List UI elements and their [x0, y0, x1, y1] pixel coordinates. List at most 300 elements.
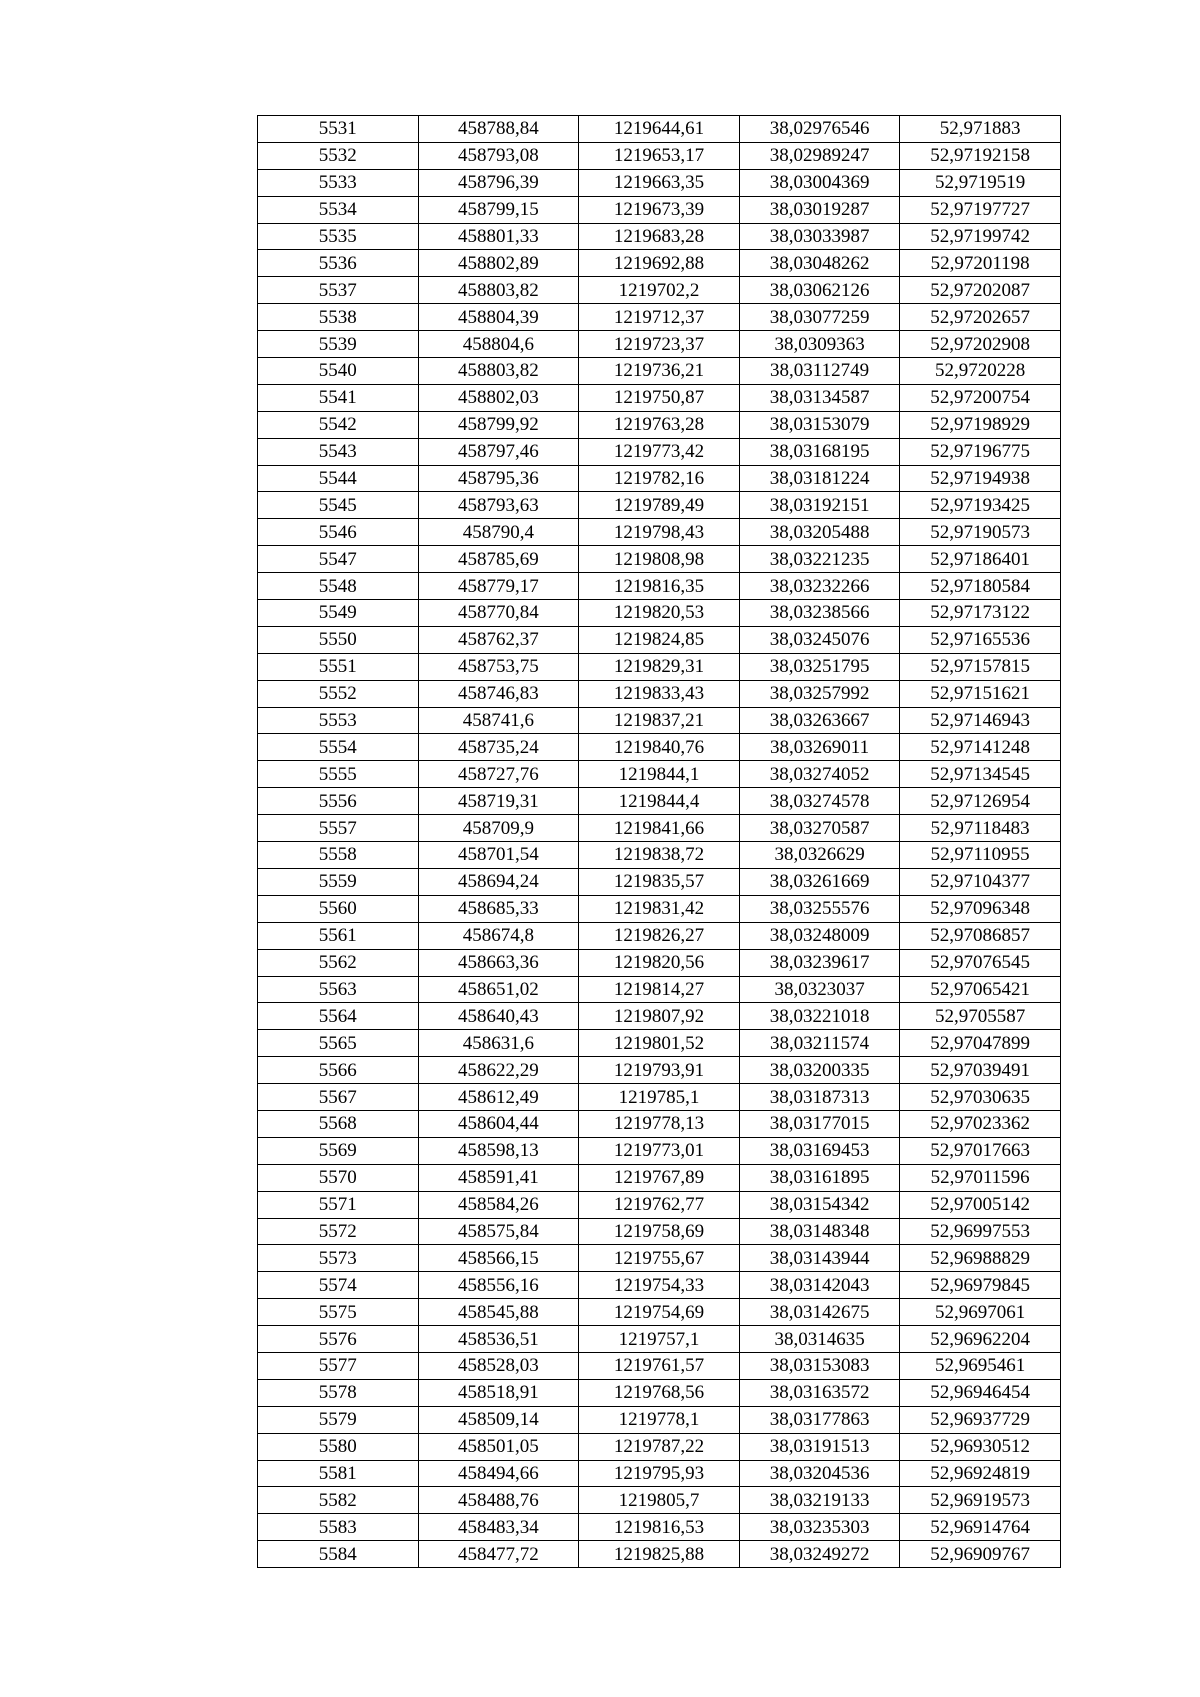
y-coordinate-cell: 1219644,61 — [579, 116, 740, 143]
latitude-cell: 52,97096348 — [900, 895, 1061, 922]
latitude-cell: 52,97198929 — [900, 411, 1061, 438]
table-row — [258, 1191, 1061, 1218]
table-row — [258, 1299, 1061, 1326]
x-coordinate-cell: 458701,54 — [418, 842, 579, 869]
y-coordinate-cell: 1219805,7 — [579, 1487, 740, 1514]
latitude-cell: 52,97023362 — [900, 1110, 1061, 1137]
y-coordinate-cell: 1219825,88 — [579, 1541, 740, 1568]
point-number-cell: 5572 — [258, 1218, 419, 1245]
table-row — [258, 868, 1061, 895]
x-coordinate-cell: 458735,24 — [418, 734, 579, 761]
longitude-cell: 38,0314635 — [739, 1326, 900, 1353]
x-coordinate-cell: 458741,6 — [418, 707, 579, 734]
longitude-cell: 38,03077259 — [739, 304, 900, 331]
x-coordinate-cell: 458746,83 — [418, 680, 579, 707]
longitude-cell: 38,03142043 — [739, 1272, 900, 1299]
x-coordinate-cell: 458622,29 — [418, 1057, 579, 1084]
point-number-cell: 5566 — [258, 1057, 419, 1084]
y-coordinate-cell: 1219820,53 — [579, 600, 740, 627]
x-coordinate-cell: 458488,76 — [418, 1487, 579, 1514]
y-coordinate-cell: 1219844,4 — [579, 788, 740, 815]
y-coordinate-cell: 1219663,35 — [579, 169, 740, 196]
longitude-cell: 38,03062126 — [739, 277, 900, 304]
x-coordinate-cell: 458753,75 — [418, 653, 579, 680]
longitude-cell: 38,03148348 — [739, 1218, 900, 1245]
x-coordinate-cell: 458528,03 — [418, 1352, 579, 1379]
y-coordinate-cell: 1219767,89 — [579, 1164, 740, 1191]
latitude-cell: 52,97011596 — [900, 1164, 1061, 1191]
x-coordinate-cell: 458483,34 — [418, 1514, 579, 1541]
table-row — [258, 277, 1061, 304]
point-number-cell: 5568 — [258, 1110, 419, 1137]
latitude-cell: 52,97199742 — [900, 223, 1061, 250]
y-coordinate-cell: 1219755,67 — [579, 1245, 740, 1272]
longitude-cell: 38,03192151 — [739, 492, 900, 519]
point-number-cell: 5531 — [258, 116, 419, 143]
longitude-cell: 38,03168195 — [739, 438, 900, 465]
table-row — [258, 1137, 1061, 1164]
x-coordinate-cell: 458501,05 — [418, 1433, 579, 1460]
point-number-cell: 5565 — [258, 1030, 419, 1057]
y-coordinate-cell: 1219782,16 — [579, 465, 740, 492]
table-row — [258, 1272, 1061, 1299]
x-coordinate-cell: 458801,33 — [418, 223, 579, 250]
latitude-cell: 52,97190573 — [900, 519, 1061, 546]
y-coordinate-cell: 1219653,17 — [579, 142, 740, 169]
table-row — [258, 1057, 1061, 1084]
table-row — [258, 519, 1061, 546]
latitude-cell: 52,97201198 — [900, 250, 1061, 277]
point-number-cell: 5582 — [258, 1487, 419, 1514]
table-row — [258, 815, 1061, 842]
point-number-cell: 5552 — [258, 680, 419, 707]
latitude-cell: 52,97165536 — [900, 626, 1061, 653]
longitude-cell: 38,03248009 — [739, 922, 900, 949]
latitude-cell: 52,96909767 — [900, 1541, 1061, 1568]
y-coordinate-cell: 1219773,42 — [579, 438, 740, 465]
point-number-cell: 5554 — [258, 734, 419, 761]
table-row — [258, 680, 1061, 707]
point-number-cell: 5535 — [258, 223, 419, 250]
longitude-cell: 38,03274578 — [739, 788, 900, 815]
latitude-cell: 52,97196775 — [900, 438, 1061, 465]
table-row — [258, 788, 1061, 815]
latitude-cell: 52,9695461 — [900, 1352, 1061, 1379]
longitude-cell: 38,03235303 — [739, 1514, 900, 1541]
x-coordinate-cell: 458694,24 — [418, 868, 579, 895]
point-number-cell: 5534 — [258, 196, 419, 223]
longitude-cell: 38,03204536 — [739, 1460, 900, 1487]
latitude-cell: 52,97005142 — [900, 1191, 1061, 1218]
table-row — [258, 1514, 1061, 1541]
table-row — [258, 1352, 1061, 1379]
longitude-cell: 38,03269011 — [739, 734, 900, 761]
table-row — [258, 1406, 1061, 1433]
point-number-cell: 5560 — [258, 895, 419, 922]
y-coordinate-cell: 1219835,57 — [579, 868, 740, 895]
latitude-cell: 52,97076545 — [900, 949, 1061, 976]
latitude-cell: 52,96914764 — [900, 1514, 1061, 1541]
y-coordinate-cell: 1219844,1 — [579, 761, 740, 788]
longitude-cell: 38,03181224 — [739, 465, 900, 492]
x-coordinate-cell: 458796,39 — [418, 169, 579, 196]
latitude-cell: 52,97173122 — [900, 600, 1061, 627]
x-coordinate-cell: 458604,44 — [418, 1110, 579, 1137]
longitude-cell: 38,03134587 — [739, 384, 900, 411]
latitude-cell: 52,971883 — [900, 116, 1061, 143]
y-coordinate-cell: 1219798,43 — [579, 519, 740, 546]
longitude-cell: 38,03177015 — [739, 1110, 900, 1137]
longitude-cell: 38,03255576 — [739, 895, 900, 922]
latitude-cell: 52,96988829 — [900, 1245, 1061, 1272]
x-coordinate-cell: 458584,26 — [418, 1191, 579, 1218]
table-row — [258, 842, 1061, 869]
latitude-cell: 52,97086857 — [900, 922, 1061, 949]
point-number-cell: 5558 — [258, 842, 419, 869]
longitude-cell: 38,03219133 — [739, 1487, 900, 1514]
point-number-cell: 5577 — [258, 1352, 419, 1379]
y-coordinate-cell: 1219712,37 — [579, 304, 740, 331]
longitude-cell: 38,03187313 — [739, 1084, 900, 1111]
x-coordinate-cell: 458566,15 — [418, 1245, 579, 1272]
table-row — [258, 1030, 1061, 1057]
latitude-cell: 52,97192158 — [900, 142, 1061, 169]
x-coordinate-cell: 458727,76 — [418, 761, 579, 788]
x-coordinate-cell: 458719,31 — [418, 788, 579, 815]
longitude-cell: 38,03200335 — [739, 1057, 900, 1084]
longitude-cell: 38,03153083 — [739, 1352, 900, 1379]
latitude-cell: 52,97104377 — [900, 868, 1061, 895]
table-row — [258, 1379, 1061, 1406]
x-coordinate-cell: 458790,4 — [418, 519, 579, 546]
y-coordinate-cell: 1219762,77 — [579, 1191, 740, 1218]
longitude-cell: 38,03205488 — [739, 519, 900, 546]
y-coordinate-cell: 1219837,21 — [579, 707, 740, 734]
y-coordinate-cell: 1219785,1 — [579, 1084, 740, 1111]
x-coordinate-cell: 458803,82 — [418, 277, 579, 304]
table-row — [258, 1084, 1061, 1111]
table-row — [258, 250, 1061, 277]
longitude-cell: 38,03261669 — [739, 868, 900, 895]
latitude-cell: 52,97118483 — [900, 815, 1061, 842]
y-coordinate-cell: 1219838,72 — [579, 842, 740, 869]
latitude-cell: 52,97047899 — [900, 1030, 1061, 1057]
table-row — [258, 976, 1061, 1003]
y-coordinate-cell: 1219840,76 — [579, 734, 740, 761]
longitude-cell: 38,03211574 — [739, 1030, 900, 1057]
y-coordinate-cell: 1219750,87 — [579, 384, 740, 411]
latitude-cell: 52,9720228 — [900, 358, 1061, 385]
point-number-cell: 5576 — [258, 1326, 419, 1353]
longitude-cell: 38,03142675 — [739, 1299, 900, 1326]
point-number-cell: 5575 — [258, 1299, 419, 1326]
x-coordinate-cell: 458494,66 — [418, 1460, 579, 1487]
y-coordinate-cell: 1219814,27 — [579, 976, 740, 1003]
x-coordinate-cell: 458762,37 — [418, 626, 579, 653]
latitude-cell: 52,97151621 — [900, 680, 1061, 707]
x-coordinate-cell: 458804,39 — [418, 304, 579, 331]
latitude-cell: 52,97180584 — [900, 573, 1061, 600]
x-coordinate-cell: 458685,33 — [418, 895, 579, 922]
table-row — [258, 600, 1061, 627]
latitude-cell: 52,97134545 — [900, 761, 1061, 788]
x-coordinate-cell: 458799,92 — [418, 411, 579, 438]
longitude-cell: 38,03263667 — [739, 707, 900, 734]
table-row — [258, 116, 1061, 143]
x-coordinate-cell: 458709,9 — [418, 815, 579, 842]
point-number-cell: 5543 — [258, 438, 419, 465]
point-number-cell: 5536 — [258, 250, 419, 277]
point-number-cell: 5584 — [258, 1541, 419, 1568]
table-row — [258, 653, 1061, 680]
point-number-cell: 5578 — [258, 1379, 419, 1406]
longitude-cell: 38,03112749 — [739, 358, 900, 385]
x-coordinate-cell: 458556,16 — [418, 1272, 579, 1299]
y-coordinate-cell: 1219723,37 — [579, 331, 740, 358]
x-coordinate-cell: 458799,15 — [418, 196, 579, 223]
longitude-cell: 38,03251795 — [739, 653, 900, 680]
x-coordinate-cell: 458788,84 — [418, 116, 579, 143]
latitude-cell: 52,97202657 — [900, 304, 1061, 331]
y-coordinate-cell: 1219829,31 — [579, 653, 740, 680]
point-number-cell: 5570 — [258, 1164, 419, 1191]
x-coordinate-cell: 458545,88 — [418, 1299, 579, 1326]
y-coordinate-cell: 1219801,52 — [579, 1030, 740, 1057]
table-row — [258, 1487, 1061, 1514]
longitude-cell: 38,03232266 — [739, 573, 900, 600]
table-row — [258, 384, 1061, 411]
latitude-cell: 52,96946454 — [900, 1379, 1061, 1406]
y-coordinate-cell: 1219736,21 — [579, 358, 740, 385]
table-row — [258, 1218, 1061, 1245]
longitude-cell: 38,03245076 — [739, 626, 900, 653]
x-coordinate-cell: 458575,84 — [418, 1218, 579, 1245]
table-row — [258, 304, 1061, 331]
x-coordinate-cell: 458795,36 — [418, 465, 579, 492]
longitude-cell: 38,03191513 — [739, 1433, 900, 1460]
x-coordinate-cell: 458598,13 — [418, 1137, 579, 1164]
latitude-cell: 52,96997553 — [900, 1218, 1061, 1245]
latitude-cell: 52,9719519 — [900, 169, 1061, 196]
x-coordinate-cell: 458785,69 — [418, 546, 579, 573]
point-number-cell: 5579 — [258, 1406, 419, 1433]
table-row — [258, 223, 1061, 250]
longitude-cell: 38,02976546 — [739, 116, 900, 143]
table-row — [258, 1326, 1061, 1353]
point-number-cell: 5574 — [258, 1272, 419, 1299]
longitude-cell: 38,03161895 — [739, 1164, 900, 1191]
x-coordinate-cell: 458802,03 — [418, 384, 579, 411]
y-coordinate-cell: 1219778,13 — [579, 1110, 740, 1137]
latitude-cell: 52,97110955 — [900, 842, 1061, 869]
point-number-cell: 5553 — [258, 707, 419, 734]
latitude-cell: 52,96979845 — [900, 1272, 1061, 1299]
point-number-cell: 5540 — [258, 358, 419, 385]
longitude-cell: 38,03177863 — [739, 1406, 900, 1433]
y-coordinate-cell: 1219789,49 — [579, 492, 740, 519]
point-number-cell: 5541 — [258, 384, 419, 411]
longitude-cell: 38,03249272 — [739, 1541, 900, 1568]
table-row — [258, 169, 1061, 196]
latitude-cell: 52,97126954 — [900, 788, 1061, 815]
point-number-cell: 5556 — [258, 788, 419, 815]
table-row — [258, 1245, 1061, 1272]
y-coordinate-cell: 1219808,98 — [579, 546, 740, 573]
point-number-cell: 5555 — [258, 761, 419, 788]
point-number-cell: 5546 — [258, 519, 419, 546]
latitude-cell: 52,97202908 — [900, 331, 1061, 358]
longitude-cell: 38,0323037 — [739, 976, 900, 1003]
table-row — [258, 949, 1061, 976]
y-coordinate-cell: 1219824,85 — [579, 626, 740, 653]
coordinates-table — [257, 115, 1061, 1568]
latitude-cell: 52,96919573 — [900, 1487, 1061, 1514]
point-number-cell: 5544 — [258, 465, 419, 492]
y-coordinate-cell: 1219754,33 — [579, 1272, 740, 1299]
longitude-cell: 38,03153079 — [739, 411, 900, 438]
latitude-cell: 52,96937729 — [900, 1406, 1061, 1433]
point-number-cell: 5573 — [258, 1245, 419, 1272]
y-coordinate-cell: 1219793,91 — [579, 1057, 740, 1084]
y-coordinate-cell: 1219702,2 — [579, 277, 740, 304]
table-row — [258, 707, 1061, 734]
y-coordinate-cell: 1219816,35 — [579, 573, 740, 600]
y-coordinate-cell: 1219831,42 — [579, 895, 740, 922]
table-row — [258, 438, 1061, 465]
point-number-cell: 5580 — [258, 1433, 419, 1460]
longitude-cell: 38,0309363 — [739, 331, 900, 358]
y-coordinate-cell: 1219768,56 — [579, 1379, 740, 1406]
longitude-cell: 38,03163572 — [739, 1379, 900, 1406]
latitude-cell: 52,97039491 — [900, 1057, 1061, 1084]
y-coordinate-cell: 1219778,1 — [579, 1406, 740, 1433]
point-number-cell: 5567 — [258, 1084, 419, 1111]
y-coordinate-cell: 1219673,39 — [579, 196, 740, 223]
latitude-cell: 52,97030635 — [900, 1084, 1061, 1111]
table-row — [258, 358, 1061, 385]
x-coordinate-cell: 458804,6 — [418, 331, 579, 358]
longitude-cell: 38,03274052 — [739, 761, 900, 788]
latitude-cell: 52,97197727 — [900, 196, 1061, 223]
longitude-cell: 38,03048262 — [739, 250, 900, 277]
y-coordinate-cell: 1219787,22 — [579, 1433, 740, 1460]
point-number-cell: 5581 — [258, 1460, 419, 1487]
x-coordinate-cell: 458663,36 — [418, 949, 579, 976]
table-row — [258, 196, 1061, 223]
y-coordinate-cell: 1219761,57 — [579, 1352, 740, 1379]
longitude-cell: 38,03004369 — [739, 169, 900, 196]
longitude-cell: 38,0326629 — [739, 842, 900, 869]
x-coordinate-cell: 458770,84 — [418, 600, 579, 627]
latitude-cell: 52,97146943 — [900, 707, 1061, 734]
table-row — [258, 142, 1061, 169]
point-number-cell: 5564 — [258, 1003, 419, 1030]
x-coordinate-cell: 458793,08 — [418, 142, 579, 169]
x-coordinate-cell: 458674,8 — [418, 922, 579, 949]
latitude-cell: 52,97141248 — [900, 734, 1061, 761]
point-number-cell: 5562 — [258, 949, 419, 976]
point-number-cell: 5569 — [258, 1137, 419, 1164]
longitude-cell: 38,03221018 — [739, 1003, 900, 1030]
point-number-cell: 5538 — [258, 304, 419, 331]
table-row — [258, 1164, 1061, 1191]
latitude-cell: 52,97017663 — [900, 1137, 1061, 1164]
x-coordinate-cell: 458779,17 — [418, 573, 579, 600]
table-row — [258, 1460, 1061, 1487]
table-row — [258, 573, 1061, 600]
y-coordinate-cell: 1219807,92 — [579, 1003, 740, 1030]
x-coordinate-cell: 458591,41 — [418, 1164, 579, 1191]
table-row — [258, 331, 1061, 358]
point-number-cell: 5548 — [258, 573, 419, 600]
point-number-cell: 5550 — [258, 626, 419, 653]
longitude-cell: 38,03169453 — [739, 1137, 900, 1164]
longitude-cell: 38,03238566 — [739, 600, 900, 627]
latitude-cell: 52,97194938 — [900, 465, 1061, 492]
point-number-cell: 5563 — [258, 976, 419, 1003]
table-row — [258, 1003, 1061, 1030]
point-number-cell: 5542 — [258, 411, 419, 438]
latitude-cell: 52,97202087 — [900, 277, 1061, 304]
latitude-cell: 52,96962204 — [900, 1326, 1061, 1353]
y-coordinate-cell: 1219795,93 — [579, 1460, 740, 1487]
y-coordinate-cell: 1219683,28 — [579, 223, 740, 250]
point-number-cell: 5571 — [258, 1191, 419, 1218]
x-coordinate-cell: 458803,82 — [418, 358, 579, 385]
latitude-cell: 52,96930512 — [900, 1433, 1061, 1460]
latitude-cell: 52,9705587 — [900, 1003, 1061, 1030]
point-number-cell: 5539 — [258, 331, 419, 358]
table-row — [258, 761, 1061, 788]
table-row — [258, 411, 1061, 438]
x-coordinate-cell: 458509,14 — [418, 1406, 579, 1433]
y-coordinate-cell: 1219692,88 — [579, 250, 740, 277]
x-coordinate-cell: 458518,91 — [418, 1379, 579, 1406]
point-number-cell: 5583 — [258, 1514, 419, 1541]
x-coordinate-cell: 458793,63 — [418, 492, 579, 519]
point-number-cell: 5557 — [258, 815, 419, 842]
y-coordinate-cell: 1219773,01 — [579, 1137, 740, 1164]
longitude-cell: 38,03154342 — [739, 1191, 900, 1218]
longitude-cell: 38,03257992 — [739, 680, 900, 707]
y-coordinate-cell: 1219826,27 — [579, 922, 740, 949]
latitude-cell: 52,97193425 — [900, 492, 1061, 519]
table-row — [258, 1433, 1061, 1460]
point-number-cell: 5561 — [258, 922, 419, 949]
longitude-cell: 38,03033987 — [739, 223, 900, 250]
longitude-cell: 38,03239617 — [739, 949, 900, 976]
latitude-cell: 52,97200754 — [900, 384, 1061, 411]
x-coordinate-cell: 458631,6 — [418, 1030, 579, 1057]
table-row — [258, 1541, 1061, 1568]
latitude-cell: 52,97157815 — [900, 653, 1061, 680]
latitude-cell: 52,97186401 — [900, 546, 1061, 573]
latitude-cell: 52,96924819 — [900, 1460, 1061, 1487]
table-row — [258, 734, 1061, 761]
latitude-cell: 52,9697061 — [900, 1299, 1061, 1326]
point-number-cell: 5533 — [258, 169, 419, 196]
y-coordinate-cell: 1219820,56 — [579, 949, 740, 976]
point-number-cell: 5537 — [258, 277, 419, 304]
table-row — [258, 1110, 1061, 1137]
y-coordinate-cell: 1219816,53 — [579, 1514, 740, 1541]
table-row — [258, 626, 1061, 653]
table-row — [258, 895, 1061, 922]
longitude-cell: 38,03221235 — [739, 546, 900, 573]
table-row — [258, 465, 1061, 492]
point-number-cell: 5532 — [258, 142, 419, 169]
x-coordinate-cell: 458640,43 — [418, 1003, 579, 1030]
